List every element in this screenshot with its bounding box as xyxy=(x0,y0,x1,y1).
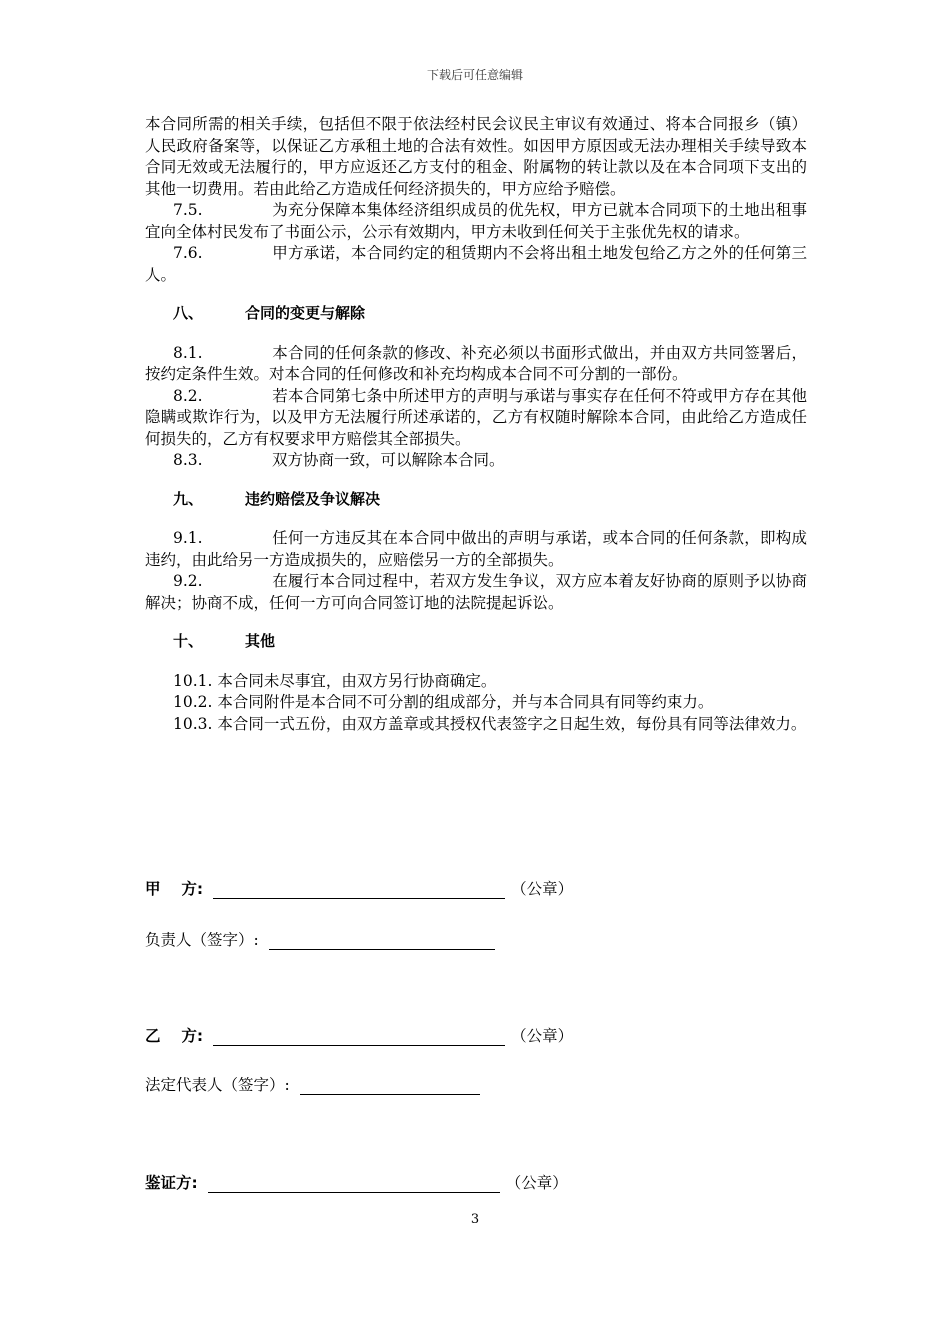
section-10-heading xyxy=(145,631,807,653)
clause-text: 本合同未尽事宜，由双方另行协商确定。 xyxy=(217,671,497,690)
clause-7-6 xyxy=(145,243,807,286)
witness-signature-line[interactable] xyxy=(208,1174,500,1193)
clause-8-3 xyxy=(145,450,807,472)
party-b-rep-label: 法定代表人（签字）: xyxy=(145,1076,290,1094)
clause-text: 本合同附件是本合同不可分割的组成部分，并与本合同具有同等约束力。 xyxy=(217,693,714,711)
clause-number: 10.1. xyxy=(173,671,213,690)
clause-8-1 xyxy=(145,343,807,386)
clause-text: 若本合同第七条中所述甲方的声明与承诺与事实存在任何不符或甲方存在其他隐瞒或欺诈行为，以及甲方无法履行所述承诺的，乙方有权随时解除本合同，由此给乙方造成任何损失的，乙方有权要求甲方赔偿其全部损失。 xyxy=(145,386,807,448)
party-a-seal: （公章） xyxy=(511,880,574,898)
section-title: 其他 xyxy=(245,632,276,650)
section-number: 八、 xyxy=(173,304,204,322)
clause-number: 10.3. xyxy=(173,714,213,733)
section-title: 违约赔偿及争议解决 xyxy=(245,489,381,508)
clause-9-1 xyxy=(145,528,807,571)
clause-7-continuation: 本合同所需的相关手续，包括但不限于依法经村民会议民主审议有效通过、将本合同报乡（镇）人民政府备案等，以保证乙方承租土地的合法有效性。如因甲方原因或无法办理相关手续导致本合同无效或无法履行的，甲方应返还乙方支付的租金、附属物的转让款以及在本合同项下支出的其他一切费用。若由此给乙方造成任何经济损失的，甲方应给予赔偿。 xyxy=(145,115,807,198)
clause-number: 9.2. xyxy=(173,572,203,590)
contract-body xyxy=(145,114,807,735)
page-number: 3 xyxy=(470,1212,480,1227)
clause-text: 本合同一式五份，由双方盖章或其授权代表签字之日起生效，每份具有同等法律效力。 xyxy=(217,714,807,733)
party-b-signature-line[interactable] xyxy=(213,1027,505,1046)
witness-label: 鉴证方: xyxy=(145,1174,198,1192)
clause-number: 8.3. xyxy=(173,451,203,469)
party-a-signature-row xyxy=(145,877,573,899)
page-header: 下载后可任意编辑 xyxy=(426,68,523,82)
clause-number: 8.2. xyxy=(173,386,203,405)
witness-signature-row xyxy=(145,1171,568,1193)
clause-text: 双方协商一致，可以解除本合同。 xyxy=(272,451,505,469)
clause-text: 任何一方违反其在本合同中做出的声明与承诺，或本合同的任何条款，即构成违约，由此给另一方造成损失的，应赔偿另一方的全部损失。 xyxy=(145,529,807,569)
section-number: 九、 xyxy=(173,489,204,508)
clause-number: 7.5. xyxy=(173,201,203,219)
clause-text: 为充分保障本集体经济组织成员的优先权，甲方已就本合同项下的土地出租事宜向全体村民发布了书面公示，公示有效期内，甲方未收到任何关于主张优先权的请求。 xyxy=(145,201,807,241)
party-b-signature-row xyxy=(145,1024,573,1046)
clause-7-5 xyxy=(145,200,807,243)
witness-seal: （公章） xyxy=(505,1174,568,1192)
clause-9-2 xyxy=(145,571,807,614)
party-b-rep-row xyxy=(145,1073,486,1095)
clause-text: 本合同的任何条款的修改、补充必须以书面形式做出，并由双方共同签署后，按约定条件生效。对本合同的任何修改和补充均构成本合同不可分割的一部份。 xyxy=(145,343,807,383)
party-b-rep-signature-line[interactable] xyxy=(300,1076,480,1095)
clause-number: 7.6. xyxy=(173,244,203,262)
section-8-heading xyxy=(145,303,807,325)
party-a-rep-row xyxy=(145,928,501,950)
clause-text: 在履行本合同过程中，若双方发生争议，双方应本着友好协商的原则予以协商解决；协商不成，任何一方可向合同签订地的法院提起诉讼。 xyxy=(145,572,807,612)
section-number: 十、 xyxy=(173,632,204,650)
party-a-label: 甲 方: xyxy=(145,880,204,898)
clause-number: 10.2. xyxy=(173,693,213,711)
section-9-heading xyxy=(145,489,807,511)
clause-text: 甲方承诺，本合同约定的租赁期内不会将出租土地发包给乙方之外的任何第三人。 xyxy=(145,244,807,284)
clause-8-2 xyxy=(145,386,807,451)
party-a-signature-line[interactable] xyxy=(213,880,505,899)
clause-number: 8.1. xyxy=(173,343,203,362)
party-a-rep-label: 负责人（签字）: xyxy=(145,931,259,949)
clause-10-2 xyxy=(145,692,807,714)
party-b-label: 乙 方: xyxy=(145,1027,204,1045)
clause-10-3 xyxy=(145,714,807,736)
party-a-rep-signature-line[interactable] xyxy=(269,931,495,950)
clause-10-1 xyxy=(145,671,807,693)
clause-number: 9.1. xyxy=(173,529,203,547)
party-b-seal: （公章） xyxy=(511,1027,574,1045)
section-title: 合同的变更与解除 xyxy=(245,304,366,322)
